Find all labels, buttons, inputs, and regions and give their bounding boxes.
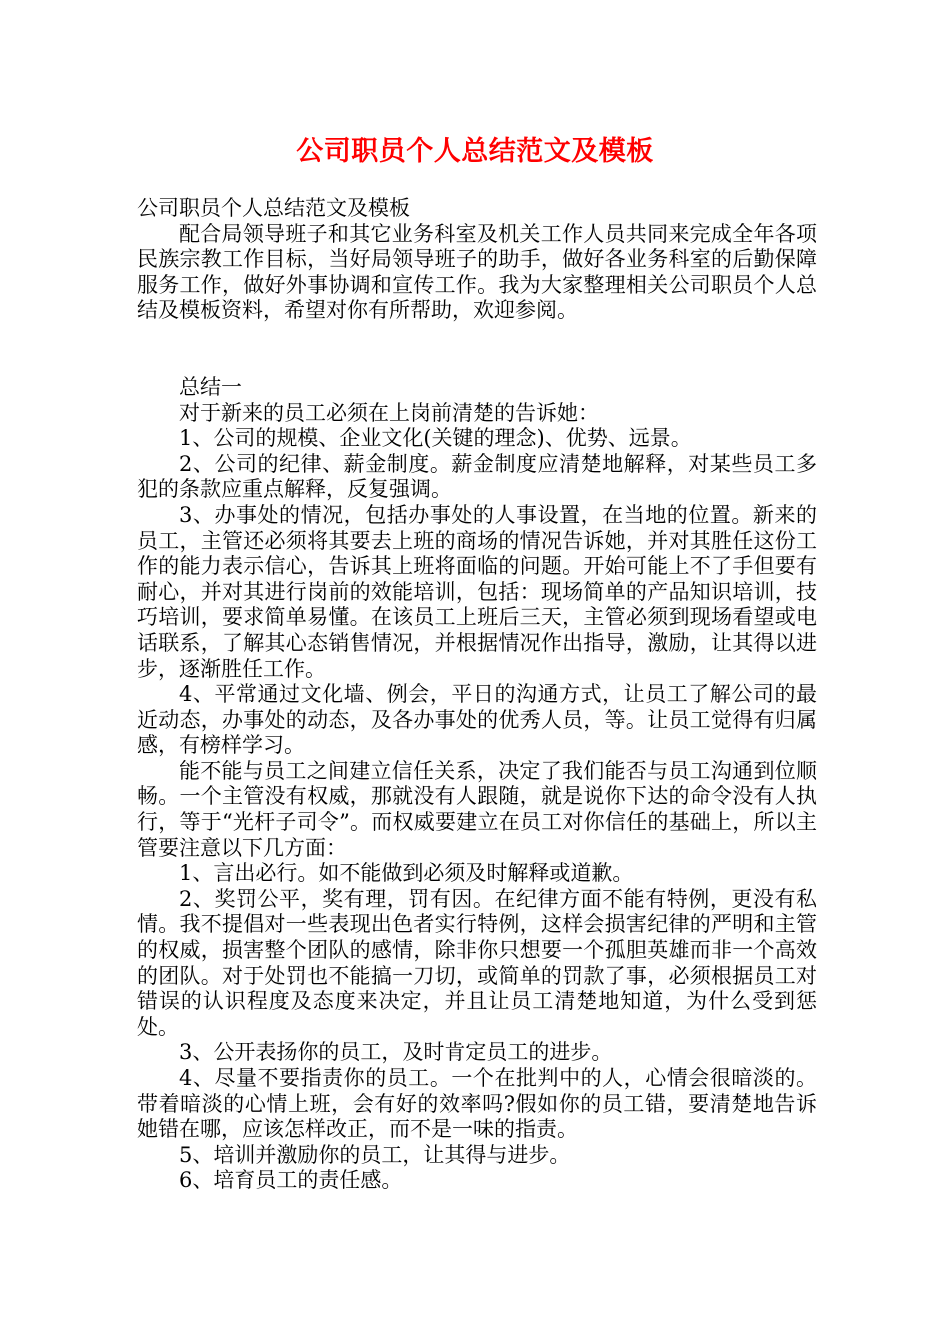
paragraph-intro: 配合局领导班子和其它业务科室及机关工作人员共同来完成全年各项民族宗教工作目标，当好局领导班子的助手，做好各业务科室的后勤保障服务工作，做好外事协调和宣传工作。我为大家整理相关公司职员个人总结及模板资料，希望对你有所帮助，欢迎参阅。 [137, 221, 817, 323]
list-item: 4、尽量不要指责你的员工。一个在批判中的人，心情会很暗淡的。带着暗淡的心情上班，会有好的效率吗?假如你的员工错，要清楚地告诉她错在哪，应该怎样改正，而不是一味的指责。 [137, 1066, 817, 1142]
list-item: 1、公司的规模、企业文化(关键的理念)、优势、远景。 [179, 426, 692, 451]
list-item: 3、办事处的情况，包括办事处的人事设置，在当地的位置。新来的员工，主管还必须将其要去上班的商场的情况告诉她，并对其胜任这份工作的能力表示信心，告诉其上班将面临的问题。开始可能上不了手但要有耐心，并对其进行岗前的效能培训，包括：现场简单的产品知识培训，技巧培训，要求简单易懂。在该员工上班后三天，主管必须到现场看望或电话联系，了解其心态销售情况，并根据情况作出指导，激励，让其得以进步，逐渐胜任工作。 [137, 502, 817, 681]
paragraph-gap [137, 324, 817, 375]
list-item: 6、培育员工的责任感。 [179, 1168, 403, 1193]
list-item: 2、奖罚公平，奖有理，罚有因。在纪律方面不能有特例，更没有私情。我不提倡对一些表现出色者实行特例，这样会损害纪律的严明和主管的权威，损害整个团队的感情，除非你只想要一个孤胆英雄而非一个高效的团队。对于处罚也不能搞一刀切，或简单的罚款了事，必须根据员工对错误的认识程度及态度来决定，并且让员工清楚地知道，为什么受到惩处。 [137, 886, 817, 1039]
section-heading: 总结一 [179, 374, 242, 399]
paragraph: 对于新来的员工必须在上岗前清楚的告诉她： [179, 400, 599, 425]
list-item: 1、言出必行。如不能做到必须及时解释或道歉。 [179, 861, 634, 886]
list-item: 5、培训并激励你的员工，让其得与进步。 [179, 1142, 571, 1167]
list-item: 4、平常通过文化墙、例会，平日的沟通方式，让员工了解公司的最近动态，办事处的动态，及各办事处的优秀人员，等。让员工觉得有归属感，有榜样学习。 [137, 682, 817, 758]
list-item: 2、公司的纪律、薪金制度。薪金制度应清楚地解释，对某些员工多犯的条款应重点解释，反复强调。 [137, 451, 817, 502]
document-title: 公司职员个人总结范文及模板 [296, 136, 654, 167]
document-body [137, 196, 817, 1194]
paragraph: 能不能与员工之间建立信任关系，决定了我们能否与员工沟通到位顺畅。一个主管没有权威，那就没有人跟随，就是说你下达的命令没有人执行，等于“光杆子司令”。而权威要建立在员工对你信任的基础上，所以主管要注意以下几方面： [137, 758, 817, 860]
list-item: 3、公开表扬你的员工，及时肯定员工的进步。 [179, 1040, 613, 1065]
paragraph-subtitle: 公司职员个人总结范文及模板 [137, 196, 410, 220]
